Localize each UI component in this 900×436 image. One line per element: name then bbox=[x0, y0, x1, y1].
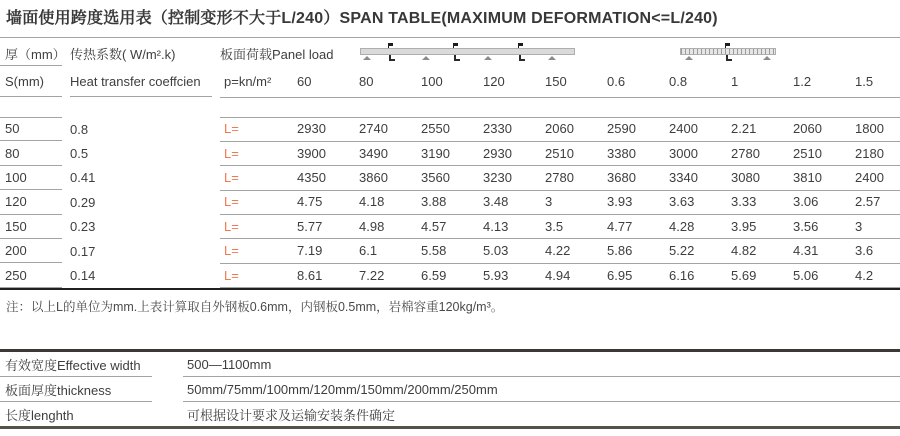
span-value-cell: 2060 bbox=[545, 121, 574, 137]
load-column-header: 0.8 bbox=[669, 73, 688, 89]
span-value-cell: 2400 bbox=[855, 169, 884, 185]
spec-label: 长度lenghth bbox=[0, 402, 152, 427]
thickness-cell: 200 bbox=[0, 239, 62, 263]
spec-filler bbox=[395, 402, 900, 427]
panel-bar bbox=[360, 48, 575, 55]
spec-table bbox=[0, 349, 900, 427]
span-value-cell: 3900 bbox=[297, 145, 326, 161]
thickness-cell: 100 bbox=[0, 166, 62, 190]
load-column-header: 150 bbox=[545, 73, 567, 89]
span-value-cell: 3190 bbox=[421, 145, 450, 161]
span-values-cell bbox=[220, 165, 900, 190]
coefficient-cell: 0.17 bbox=[70, 243, 96, 259]
header-row-en bbox=[0, 66, 900, 97]
span-value-cell: 3560 bbox=[421, 169, 450, 185]
span-value-cell: 2060 bbox=[793, 121, 822, 137]
span-value-cell: 5.86 bbox=[607, 243, 633, 259]
span-value-cell: 2550 bbox=[421, 121, 450, 137]
spec-value: 50mm/75mm/100mm/120mm/150mm/200mm/250mm bbox=[183, 377, 900, 402]
load-values-row bbox=[280, 74, 900, 89]
spec-gap bbox=[152, 352, 183, 377]
span-value-cell: 3680 bbox=[607, 169, 636, 185]
table-row bbox=[0, 239, 900, 263]
span-value-cell: 4.75 bbox=[297, 194, 323, 210]
fastener-icon bbox=[388, 43, 393, 46]
thickness-cell: 80 bbox=[0, 141, 62, 165]
span-value-cell: 3.6 bbox=[855, 243, 874, 259]
table-row bbox=[0, 117, 900, 141]
span-value-cell: 2590 bbox=[607, 121, 636, 137]
span-value-cell: 3.5 bbox=[545, 218, 564, 234]
span-value-cell: 2510 bbox=[793, 145, 822, 161]
span-value-cell: 4.2 bbox=[855, 267, 874, 283]
span-value-cell: 8.61 bbox=[297, 267, 323, 283]
span-value-cell: 2330 bbox=[483, 121, 512, 137]
span-values-cell bbox=[220, 263, 900, 288]
span-value-cell: 5.69 bbox=[731, 267, 757, 283]
load-column-header: 80 bbox=[359, 73, 374, 89]
span-value-cell: 3000 bbox=[669, 145, 698, 161]
span-value-cell: 3.48 bbox=[483, 194, 509, 210]
span-value-cell: 5.03 bbox=[483, 243, 509, 259]
spec-row bbox=[0, 377, 900, 402]
spec-rows bbox=[0, 352, 900, 427]
support-icon bbox=[685, 56, 693, 60]
span-value-cell: 2930 bbox=[483, 145, 512, 161]
span-value-cell: 2180 bbox=[855, 145, 884, 161]
span-value-cell: 2780 bbox=[731, 145, 760, 161]
coefficient-cell: 0.41 bbox=[70, 170, 96, 186]
clip-support-icon bbox=[389, 55, 395, 61]
span-value-cell: 1800 bbox=[855, 121, 884, 137]
coefficient-cell: 0.8 bbox=[70, 121, 89, 137]
span-value-cell: 5.77 bbox=[297, 218, 323, 234]
spec-row bbox=[0, 352, 900, 377]
table-rows bbox=[0, 117, 900, 288]
span-length-label: L= bbox=[224, 194, 239, 210]
span-value-cell: 2.21 bbox=[731, 121, 757, 137]
support-icon bbox=[763, 56, 771, 60]
span-value-cell: 3.88 bbox=[421, 194, 447, 210]
load-column-header: 1 bbox=[731, 73, 739, 89]
load-column-header: 120 bbox=[483, 73, 505, 89]
fastener-icon bbox=[518, 43, 523, 46]
page-title: 墙面使用跨度选用表（控制变形不大于L/240）SPAN TABLE(MAXIMUM DEFORMATION<=L/240) bbox=[6, 10, 718, 27]
span-value-cell: 3.95 bbox=[731, 218, 757, 234]
support-icon bbox=[422, 56, 430, 60]
span-value-cell: 3.06 bbox=[793, 194, 819, 210]
span-value-cell: 7.19 bbox=[297, 243, 323, 259]
span-length-label: L= bbox=[224, 169, 239, 185]
span-value-cell: 3340 bbox=[669, 169, 698, 185]
span-value-cell: 2400 bbox=[669, 121, 698, 137]
thickness-cell: 120 bbox=[0, 190, 62, 214]
span-length-label: L= bbox=[224, 121, 239, 137]
span-value-cell: 2510 bbox=[545, 145, 574, 161]
header-coefficient-en: Heat transfer coeffcien bbox=[70, 66, 212, 97]
spec-gap bbox=[152, 377, 183, 402]
fastener-icon bbox=[453, 43, 458, 46]
spec-value: 500—1100mm bbox=[183, 352, 900, 377]
span-value-cell: 2780 bbox=[545, 169, 574, 185]
thickness-cell: 250 bbox=[0, 263, 62, 287]
fastener-icon bbox=[725, 43, 730, 46]
span-values-cell bbox=[220, 117, 900, 142]
span-values-cell bbox=[220, 238, 900, 263]
table-row bbox=[0, 215, 900, 239]
table-row bbox=[0, 263, 900, 287]
coefficient-cell: 0.23 bbox=[70, 219, 96, 235]
load-unit-label: p=kn/m² bbox=[224, 73, 272, 89]
span-value-cell: 5.06 bbox=[793, 267, 819, 283]
load-column-header: 1.5 bbox=[855, 73, 874, 89]
span-value-cell: 3.33 bbox=[731, 194, 757, 210]
header-load-cn bbox=[220, 41, 900, 66]
span-value-cell: 4.57 bbox=[421, 218, 447, 234]
span-value-cell: 3380 bbox=[607, 145, 636, 161]
span-value-cell: 3.56 bbox=[793, 218, 819, 234]
span-length-label: L= bbox=[224, 145, 239, 161]
span-value-cell: 3.93 bbox=[607, 194, 633, 210]
span-value-cell: 3860 bbox=[359, 169, 388, 185]
span-value-cell: 4.94 bbox=[545, 267, 571, 283]
load-column-header: 100 bbox=[421, 73, 443, 89]
span-values-cell bbox=[220, 141, 900, 166]
span-value-cell: 2.57 bbox=[855, 194, 881, 210]
span-value-cell: 4.77 bbox=[607, 218, 633, 234]
span-value-cell: 3 bbox=[545, 194, 553, 210]
clip-support-icon bbox=[726, 55, 732, 61]
span-value-cell: 4.31 bbox=[793, 243, 819, 259]
thickness-cell: 50 bbox=[0, 117, 62, 141]
clip-support-icon bbox=[454, 55, 460, 61]
span-value-cell: 2740 bbox=[359, 121, 388, 137]
span-table-body bbox=[0, 117, 900, 288]
span-value-cell: 2930 bbox=[297, 121, 326, 137]
span-length-label: L= bbox=[224, 267, 239, 283]
clip-support-icon bbox=[519, 55, 525, 61]
coefficient-cell: 0.29 bbox=[70, 194, 96, 210]
table-row bbox=[0, 190, 900, 214]
header-load-units bbox=[220, 66, 900, 98]
span-value-cell: 3490 bbox=[359, 145, 388, 161]
span-value-cell: 4.13 bbox=[483, 218, 509, 234]
header-row-cn bbox=[0, 41, 900, 66]
table-bottom-heavy-rule bbox=[0, 288, 900, 290]
panel-single-span-diagram-icon bbox=[680, 42, 776, 64]
load-column-header: 0.6 bbox=[607, 73, 626, 89]
header-thickness-cn: 厚（mm） bbox=[0, 41, 62, 66]
span-value-cell: 4.22 bbox=[545, 243, 571, 259]
span-value-cell: 3 bbox=[855, 218, 863, 234]
header-coefficient-cn: 传热系数( W/m².k) bbox=[70, 47, 176, 62]
spec-gap bbox=[152, 402, 183, 427]
span-value-cell: 4.18 bbox=[359, 194, 385, 210]
spec-value: 可根据设计要求及运输安装条件确定 bbox=[183, 402, 395, 427]
span-value-cell: 3080 bbox=[731, 169, 760, 185]
thickness-cell: 150 bbox=[0, 215, 62, 239]
span-value-cell: 4.82 bbox=[731, 243, 757, 259]
span-value-cell: 3.63 bbox=[669, 194, 695, 210]
coefficient-cell: 0.5 bbox=[70, 146, 89, 162]
span-value-cell: 3810 bbox=[793, 169, 822, 185]
spec-label: 板面厚度thickness bbox=[0, 377, 152, 402]
table-row bbox=[0, 166, 900, 190]
span-length-label: L= bbox=[224, 243, 239, 259]
span-length-label: L= bbox=[224, 218, 239, 234]
span-value-cell: 4350 bbox=[297, 169, 326, 185]
load-column-header: 60 bbox=[297, 73, 312, 89]
span-value-cell: 5.58 bbox=[421, 243, 447, 259]
span-values-cell bbox=[220, 190, 900, 215]
table-row bbox=[0, 141, 900, 165]
title-divider bbox=[0, 37, 900, 38]
span-value-cell: 3230 bbox=[483, 169, 512, 185]
load-column-header: 1.2 bbox=[793, 73, 812, 89]
span-value-cell: 6.59 bbox=[421, 267, 447, 283]
span-table-header bbox=[0, 41, 900, 97]
panel-multi-span-diagram-icon bbox=[360, 42, 575, 64]
panel-load-label: 板面荷载Panel load bbox=[220, 47, 334, 62]
spec-label: 有效宽度Effective width bbox=[0, 352, 152, 377]
span-value-cell: 4.98 bbox=[359, 218, 385, 234]
spec-row bbox=[0, 402, 900, 427]
header-thickness-en: S(mm) bbox=[0, 66, 62, 97]
span-value-cell: 6.95 bbox=[607, 267, 633, 283]
footnote: 注：以上L的单位为mm.上表计算取自外钢板0.6mm，内钢板0.5mm，岩棉容重120kg/m³。 bbox=[6, 300, 504, 314]
page-bottom-heavy-rule bbox=[0, 426, 900, 429]
span-value-cell: 5.93 bbox=[483, 267, 509, 283]
coefficient-cell: 0.14 bbox=[70, 268, 96, 284]
support-icon bbox=[363, 56, 371, 60]
span-value-cell: 7.22 bbox=[359, 267, 385, 283]
panel-bar bbox=[680, 48, 776, 55]
support-icon bbox=[548, 56, 556, 60]
support-icon bbox=[484, 56, 492, 60]
span-value-cell: 4.28 bbox=[669, 218, 695, 234]
span-values-cell bbox=[220, 214, 900, 239]
span-value-cell: 6.1 bbox=[359, 243, 378, 259]
span-value-cell: 6.16 bbox=[669, 267, 695, 283]
span-value-cell: 5.22 bbox=[669, 243, 695, 259]
